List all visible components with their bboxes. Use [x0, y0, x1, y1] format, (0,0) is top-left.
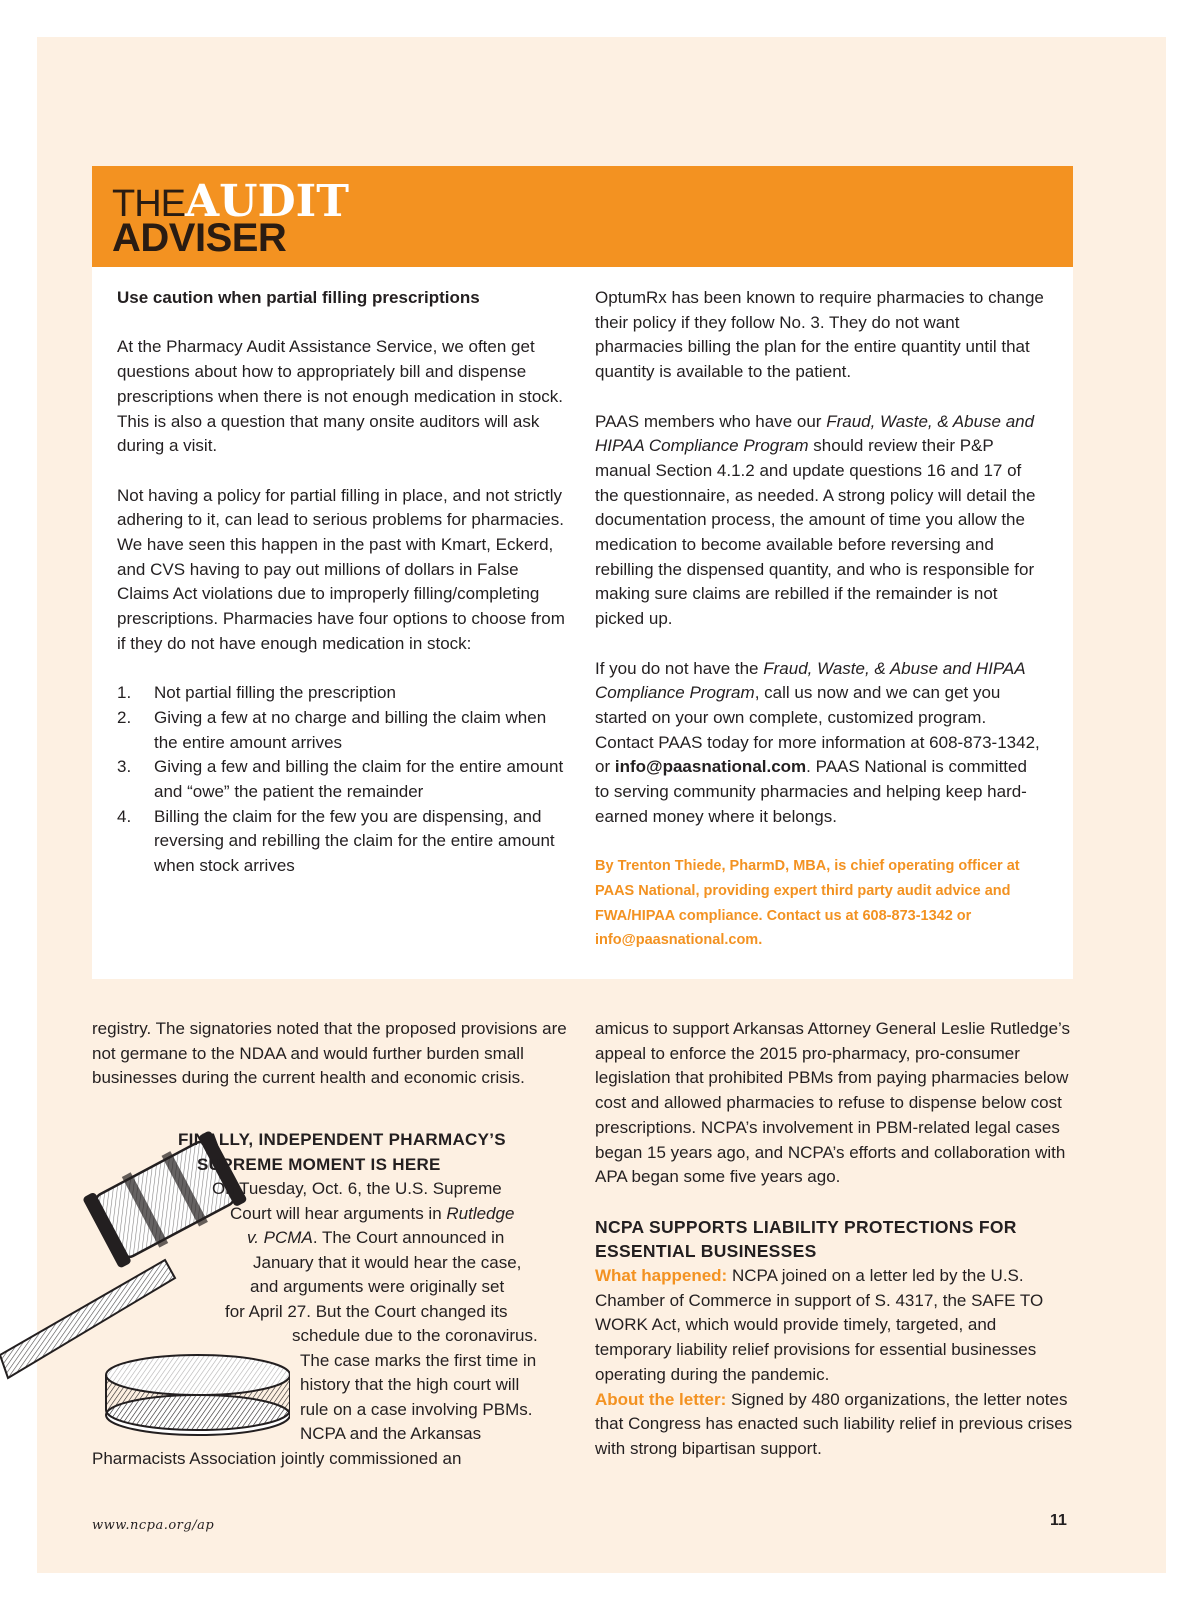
audit-heading: Use caution when partial filling prescriptions: [117, 288, 480, 307]
options-list: [117, 681, 569, 879]
what-happened-paragraph: [595, 1264, 1073, 1388]
program-title: Fraud, Waste, & Abuse and HIPAA Compliance Program: [595, 658, 1025, 703]
what-happened-label: What happened:: [595, 1266, 728, 1286]
list-number: 1.: [117, 683, 132, 703]
text-run: Signed by 480 organizations, the letter notes that Congress has enacted such liability relief in previous crises with strong bipartisan support.: [595, 1389, 1073, 1458]
audit-paragraph: [595, 657, 1045, 830]
audit-adviser-banner: [92, 166, 1073, 267]
text-run: . PAAS National is committed to serving community pharmacies and helping keep hard-earned money where it belongs.: [595, 757, 1027, 826]
list-text: Not partial filling the prescription: [154, 683, 396, 703]
text-line: for April 27. But the Court changed its: [225, 1302, 508, 1321]
section-heading: FINALLY, INDEPENDENT PHARMACY’S: [178, 1130, 506, 1149]
article-paragraph: amicus to support Arkansas Attorney General Leslie Rutledge’s appeal to enforce the 2015 pro-pharmacy, pro-consumer legislation that prohibited PBMs from paying pharmacies below cost and allowed pharmacies to refuse to dispense below cost prescriptions. NCPA’s involvement in PBM-related legal cases began 15 years ago, and NCPA’s efforts and collaboration with APA began some five years ago.: [595, 1019, 1071, 1187]
footer-url[interactable]: www.ncpa.org/ap: [92, 1518, 215, 1533]
text-line: [230, 1202, 514, 1227]
list-number: 2.: [117, 707, 132, 727]
text-line: January that it would hear the case,: [253, 1253, 522, 1272]
banner-the: THE: [112, 183, 185, 225]
text-run: If you do not have the: [595, 658, 764, 678]
text-run: should review their P&P manual Section 4.1.2 and update questions 16 and 17 of the questionnaire, as needed. A strong policy will detail the documentation process, the amount of time you allow the medication to become available before reversing and rebilling the dispensed quantity, and who is responsible for making sure claims are rebilled if the remainder is not picked up.: [595, 436, 1036, 629]
list-text: Giving a few and billing the claim for the entire amount and “owe” the patient the remainder: [154, 757, 564, 802]
text-line: and arguments were originally set: [250, 1277, 505, 1296]
case-name: v. PCMA: [247, 1228, 313, 1247]
text-line: Pharmacists Association jointly commissioned an: [92, 1449, 462, 1468]
list-number: 3.: [117, 757, 132, 777]
sound-block: [106, 1355, 290, 1435]
list-number: 4.: [117, 806, 132, 826]
text-run: , call us now and we can get you started on your own complete, customized program. Contact PAAS today for more information at 608-873-1342, or: [595, 683, 1040, 777]
text-line: On Tuesday, Oct. 6, the U.S. Supreme: [212, 1179, 502, 1198]
text-line: history that the high court will: [300, 1375, 520, 1394]
audit-paragraph: At the Pharmacy Audit Assistance Service, we often get questions about how to appropriately bill and dispense prescriptions when there is not enough medication in stock. This is also a question that many onsite auditors will ask during a visit.: [117, 337, 564, 456]
text-line: NCPA and the Arkansas: [300, 1424, 482, 1443]
banner-adviser: ADVISER: [112, 216, 287, 260]
text-line: [247, 1226, 504, 1251]
text-run: PAAS members who have our: [595, 411, 827, 431]
banner-audit: AUDIT: [185, 176, 349, 227]
list-item: [117, 805, 569, 879]
lower-right-column: [595, 1017, 1073, 1462]
page-number: 11: [1050, 1512, 1067, 1529]
about-letter-paragraph: [595, 1388, 1073, 1462]
lower-left-intro: [92, 1017, 569, 1116]
article-paragraph: registry. The signatories noted that the proposed provisions are not germane to the NDAA and would further burden small businesses during the current health and economic crisis.: [92, 1019, 567, 1088]
audit-paragraph: Not having a policy for partial filling in place, and not strictly adhering to it, can lead to serious problems for pharmacies. We have seen this happen in the past with Kmart, Eckerd, and CVS having to pay out millions of dollars in False Claims Act violations due to improperly filling/completing prescriptions. Pharmacies have four options to choose from if they do not have enough medication in stock:: [117, 485, 565, 653]
about-letter-label: About the letter:: [595, 1389, 727, 1409]
author-byline: By Trenton Thiede, PharmD, MBA, is chief operating officer at PAAS National, providing expert third party audit advice and FWA/HIPAA compliance. Contact us at 608-873-1342 or info@paasnational.com.: [595, 858, 1020, 949]
text-run: Court will hear arguments in: [230, 1204, 447, 1223]
email-link[interactable]: info@paasnational.com: [614, 757, 807, 777]
case-name: Rutledge: [446, 1204, 515, 1223]
section-heading: SUPREME MOMENT IS HERE: [197, 1155, 441, 1174]
text-run: NCPA joined on a letter led by the U.S. Chamber of Commerce in support of S. 4317, the SAFE TO WORK Act, which would provide timely, targeted, and temporary liability relief provisions for essential businesses operating during the pandemic.: [595, 1266, 1044, 1384]
text-run: . The Court announced in: [312, 1228, 505, 1247]
text-line: The case marks the first time in: [300, 1351, 537, 1370]
list-item: [117, 755, 569, 804]
audit-paragraph: OptumRx has been known to require pharmacies to change their policy if they follow No. 3. They do not want pharmacies billing the plan for the entire quantity until that quantity is available to the patient.: [595, 288, 1044, 382]
audit-column-left: [117, 286, 569, 879]
text-line: schedule due to the coronavirus.: [292, 1326, 538, 1345]
text-line: rule on a case involving PBMs.: [300, 1400, 533, 1419]
audit-paragraph: [595, 410, 1045, 632]
list-item: [117, 706, 569, 755]
list-text: Giving a few at no charge and billing the claim when the entire amount arrives: [154, 707, 547, 752]
list-item: [117, 681, 569, 706]
program-title: Fraud, Waste, & Abuse and HIPAA Compliance Program: [595, 411, 1035, 456]
audit-column-right: [595, 286, 1045, 953]
section-heading: NCPA SUPPORTS LIABILITY PROTECTIONS FOR ESSENTIAL BUSINESSES: [595, 1216, 1017, 1262]
list-text: Billing the claim for the few you are dispensing, and reversing and rebilling the claim for the entire amount when stock arrives: [154, 806, 555, 876]
